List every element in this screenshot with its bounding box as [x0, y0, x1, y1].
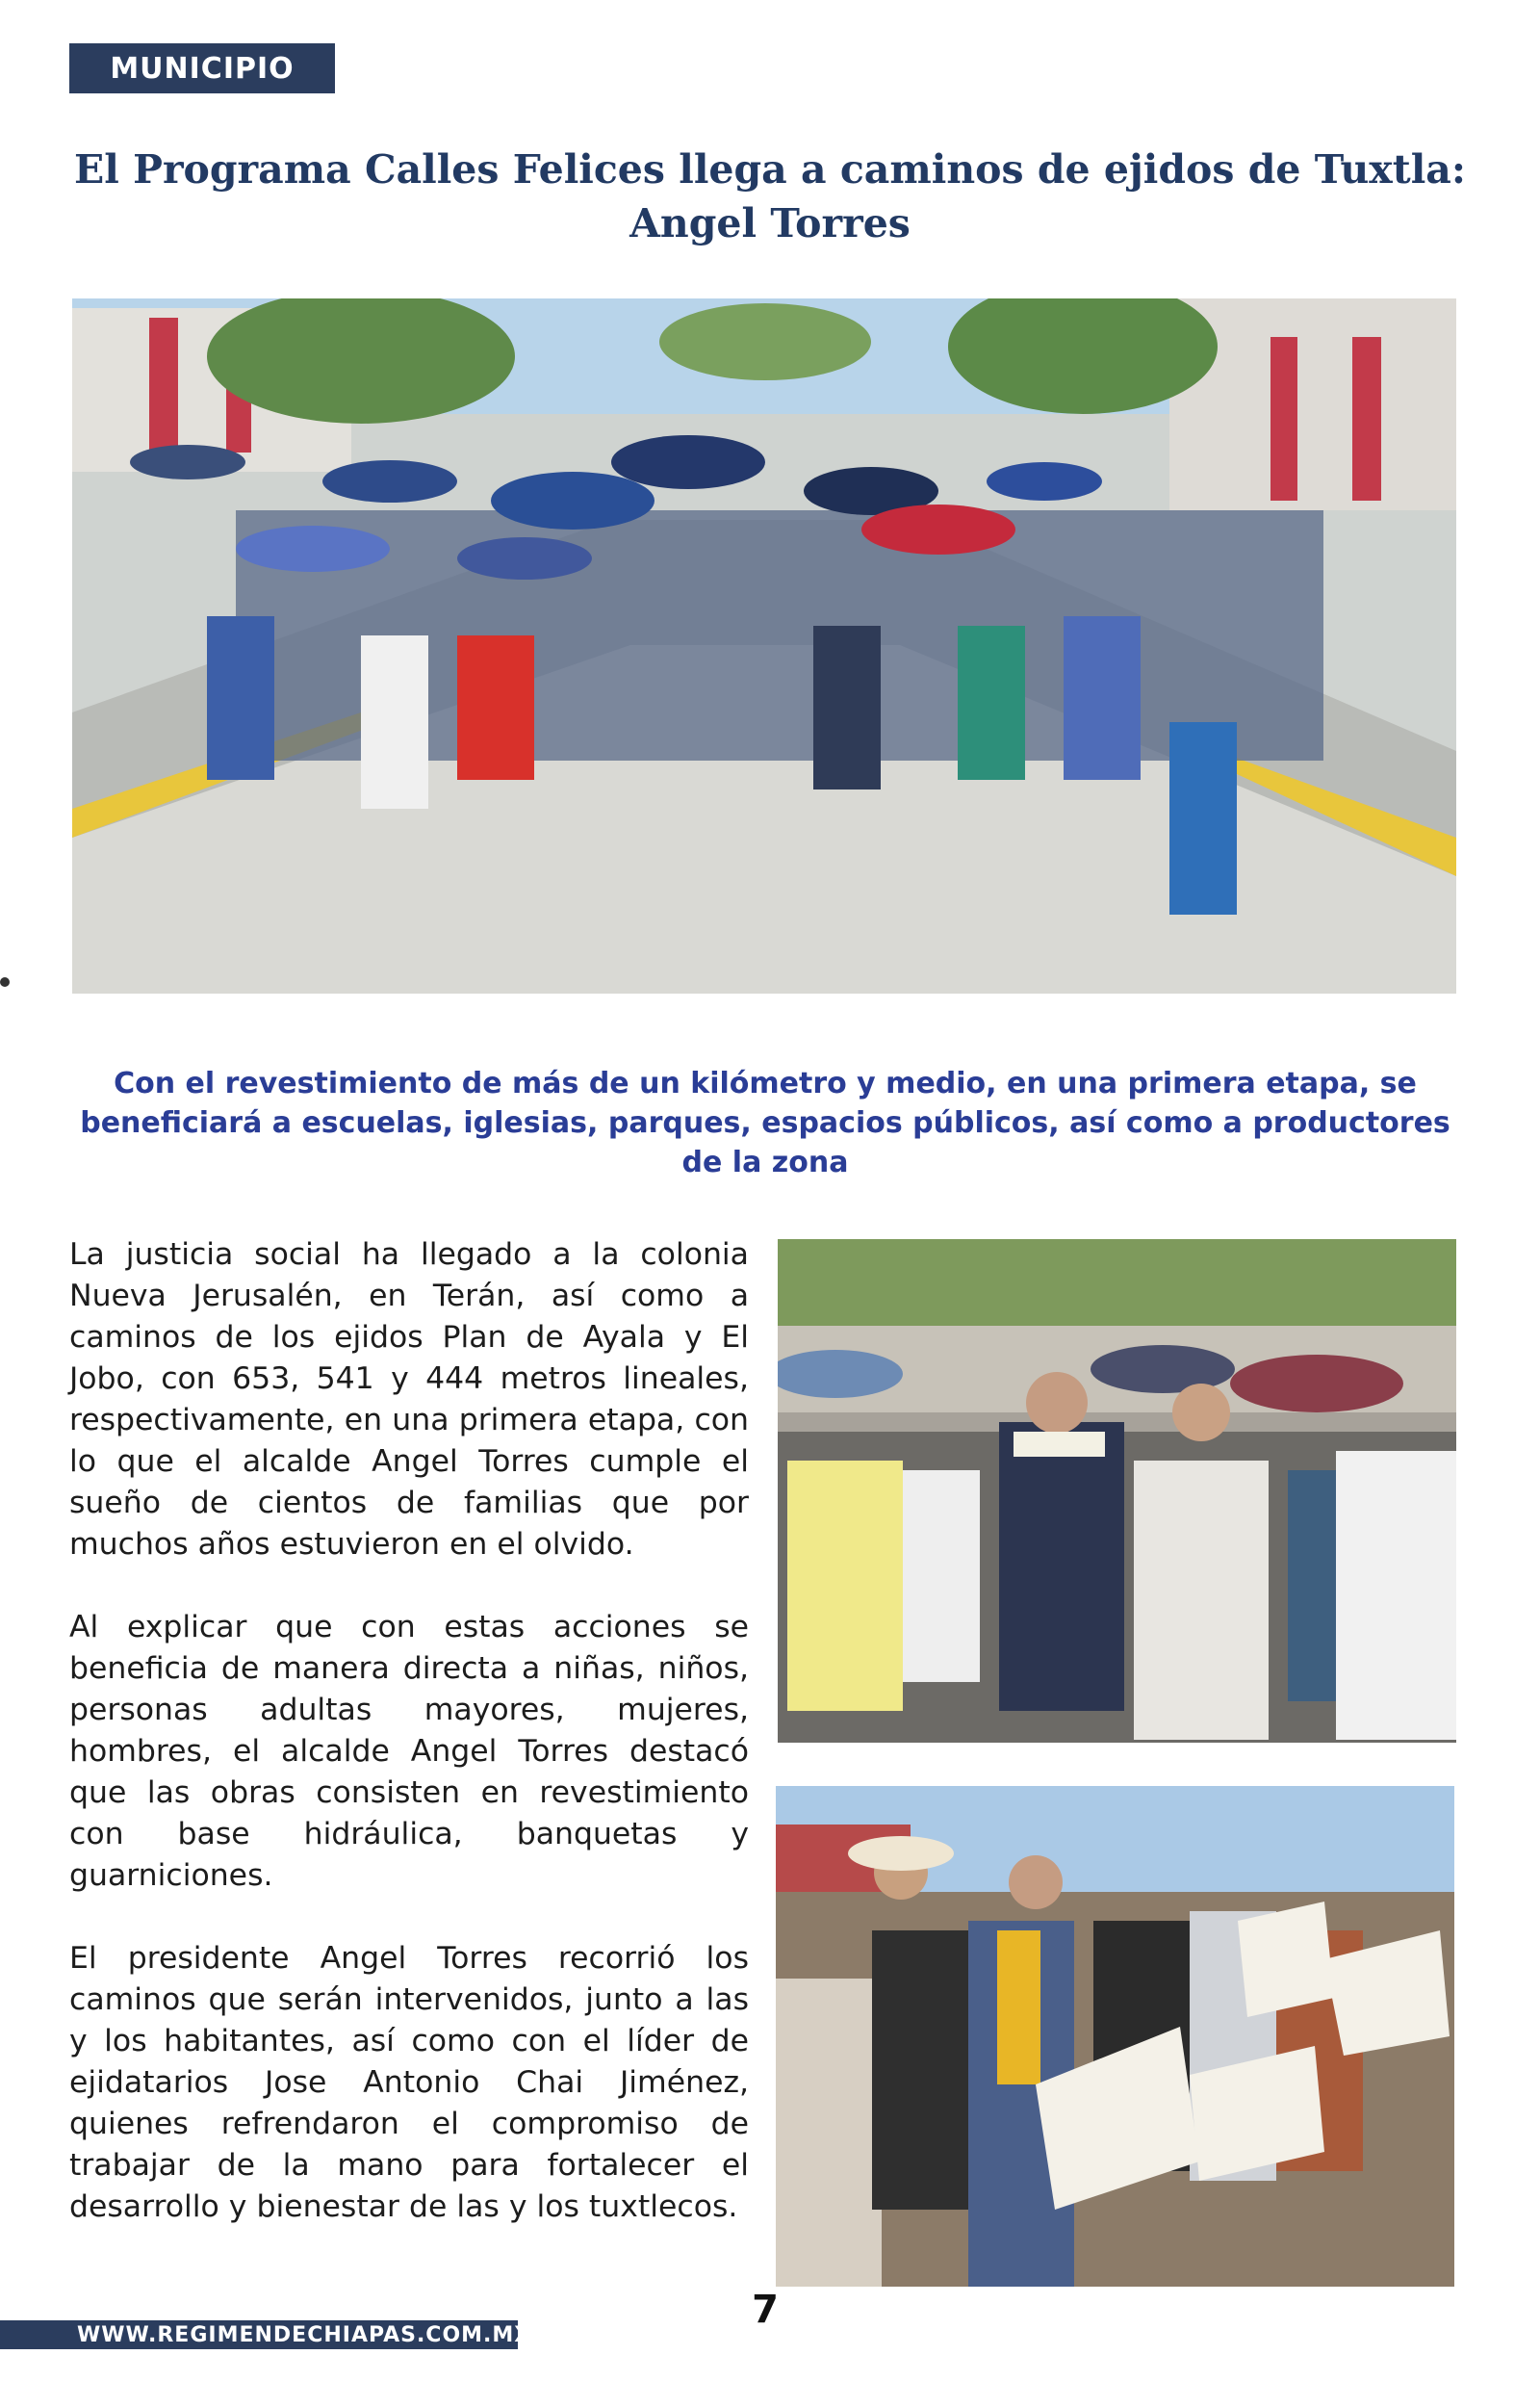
section-label: MUNICIPIO [69, 43, 335, 93]
paragraph-3: El presidente Angel Torres recorrió los caminos que serán intervenidos, junto a las y los habitantes, así como con el líder de ejidatarios Jose Antonio Chai Jiménez, quienes refrendaron el compromiso de trabajar de la mano para fortalecer el desarrollo y bienestar de las y los tuxtlecos. [69, 1941, 749, 2224]
article-subheading: Con el revestimiento de más de un kilómetro y medio, en una primera etapa, se beneficiará a escuelas, iglesias, parques, espacios públicos, así como a productores de la zona [80, 1067, 1450, 1179]
article-headline [58, 142, 1482, 250]
paragraph-2: Al explicar que con estas acciones se beneficia de manera directa a niñas, niños, personas adultas mayores, mujeres, hombres, el alcalde Angel Torres destacó que las obras consisten en revestimiento con base hidráulica, banquetas y guarniciones. [69, 1610, 749, 1893]
edge-mark [0, 977, 10, 987]
headline-line-1: El Programa Calles Felices llega a caminos de ejidos de Tuxtla: [74, 146, 1466, 193]
headline-line-2: Angel Torres [629, 200, 911, 246]
page-number: 7 [752, 2288, 779, 2332]
main-photo-crowd-walk [72, 298, 1456, 994]
paragraph-1: La justicia social ha llegado a la colonia Nueva Jerusalén, en Terán, así como a caminos de los ejidos Plan de Ayala y El Jobo, con 653, 541 y 444 metros lineales, respectivamente, en una primera etapa, con lo que el alcalde Angel Torres cumple el sueño de cientos de familias que por muchos años estuvieron en el olvido. [69, 1237, 749, 1562]
article-body [69, 1234, 749, 2269]
photo-handshake [778, 1239, 1456, 1743]
footer-website[interactable]: WWW.REGIMENDECHIAPAS.COM.MX [0, 2320, 518, 2349]
photo-flag-start [776, 1786, 1454, 2287]
